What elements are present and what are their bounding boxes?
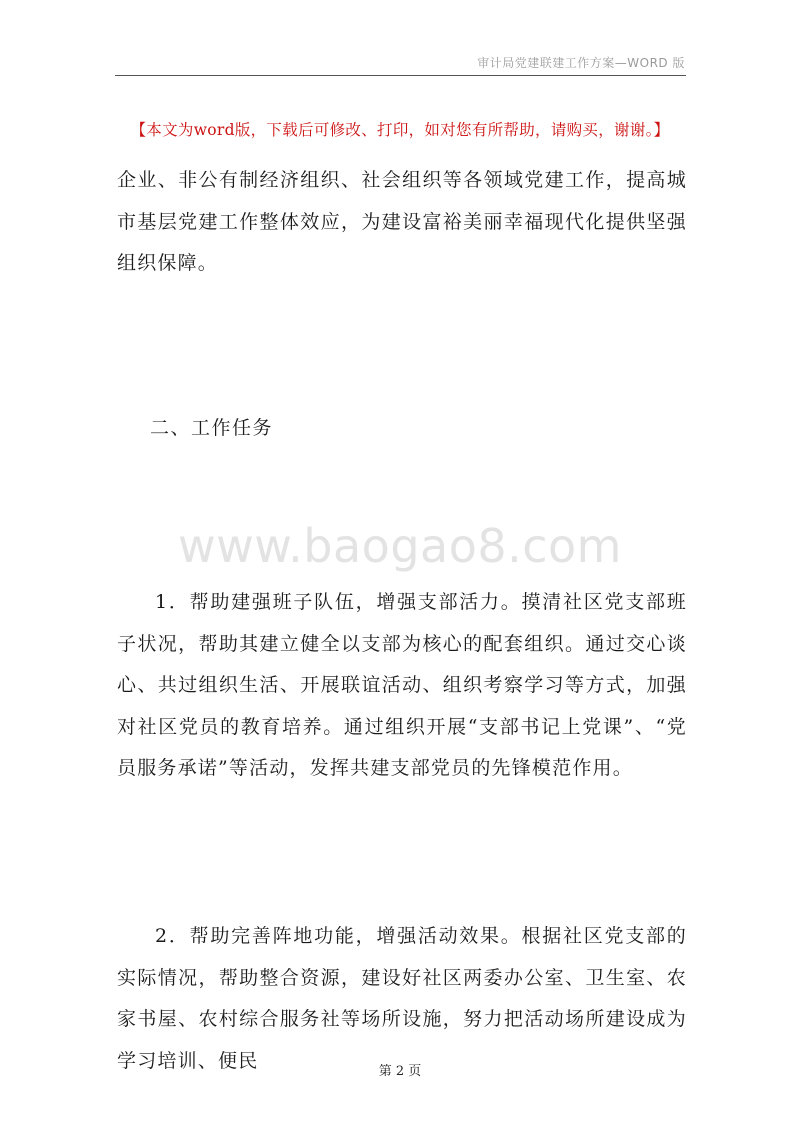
purchase-notice: 【本文为word版，下载后可修改、打印，如对您有所帮助，请购买，谢谢。】 — [130, 121, 670, 139]
section-heading-work-tasks: 二、工作任务 — [150, 417, 274, 439]
page-number: 第 2 页 — [378, 1064, 422, 1079]
header-divider — [115, 75, 686, 76]
paragraph-task-2: 2．帮助完善阵地功能，增强活动效果。根据社区党支部的实际情况，帮助整合资源，建设好社区两委办公室、卫生室、农家书屋、农村综合服务社等场所设施，努力把活动场所建设成为学习培训、便民 — [117, 925, 687, 1072]
paragraph-task-1: 1．帮助建强班子队伍，增强支部活力。摸清社区党支部班子状况，帮助其建立健全以支部为核心的配套组织。通过交心谈心、共过组织生活、开展联谊活动、组织考察学习等方式，加强对社区党员的教育培养。通过组织开展“支部书记上党课”、“党员服务承诺”等活动，发挥共建支部党员的先锋模范作用。 — [117, 591, 687, 780]
header-title: 审计局党建联建工作方案—WORD 版 — [477, 56, 685, 70]
watermark: www.baogao8.com — [178, 519, 622, 573]
paragraph-continuation: 企业、非公有制经济组织、社会组织等各领域党建工作，提高城市基层党建工作整体效应，为建设富裕美丽幸福现代化提供坚强组织保障。 — [117, 169, 687, 275]
